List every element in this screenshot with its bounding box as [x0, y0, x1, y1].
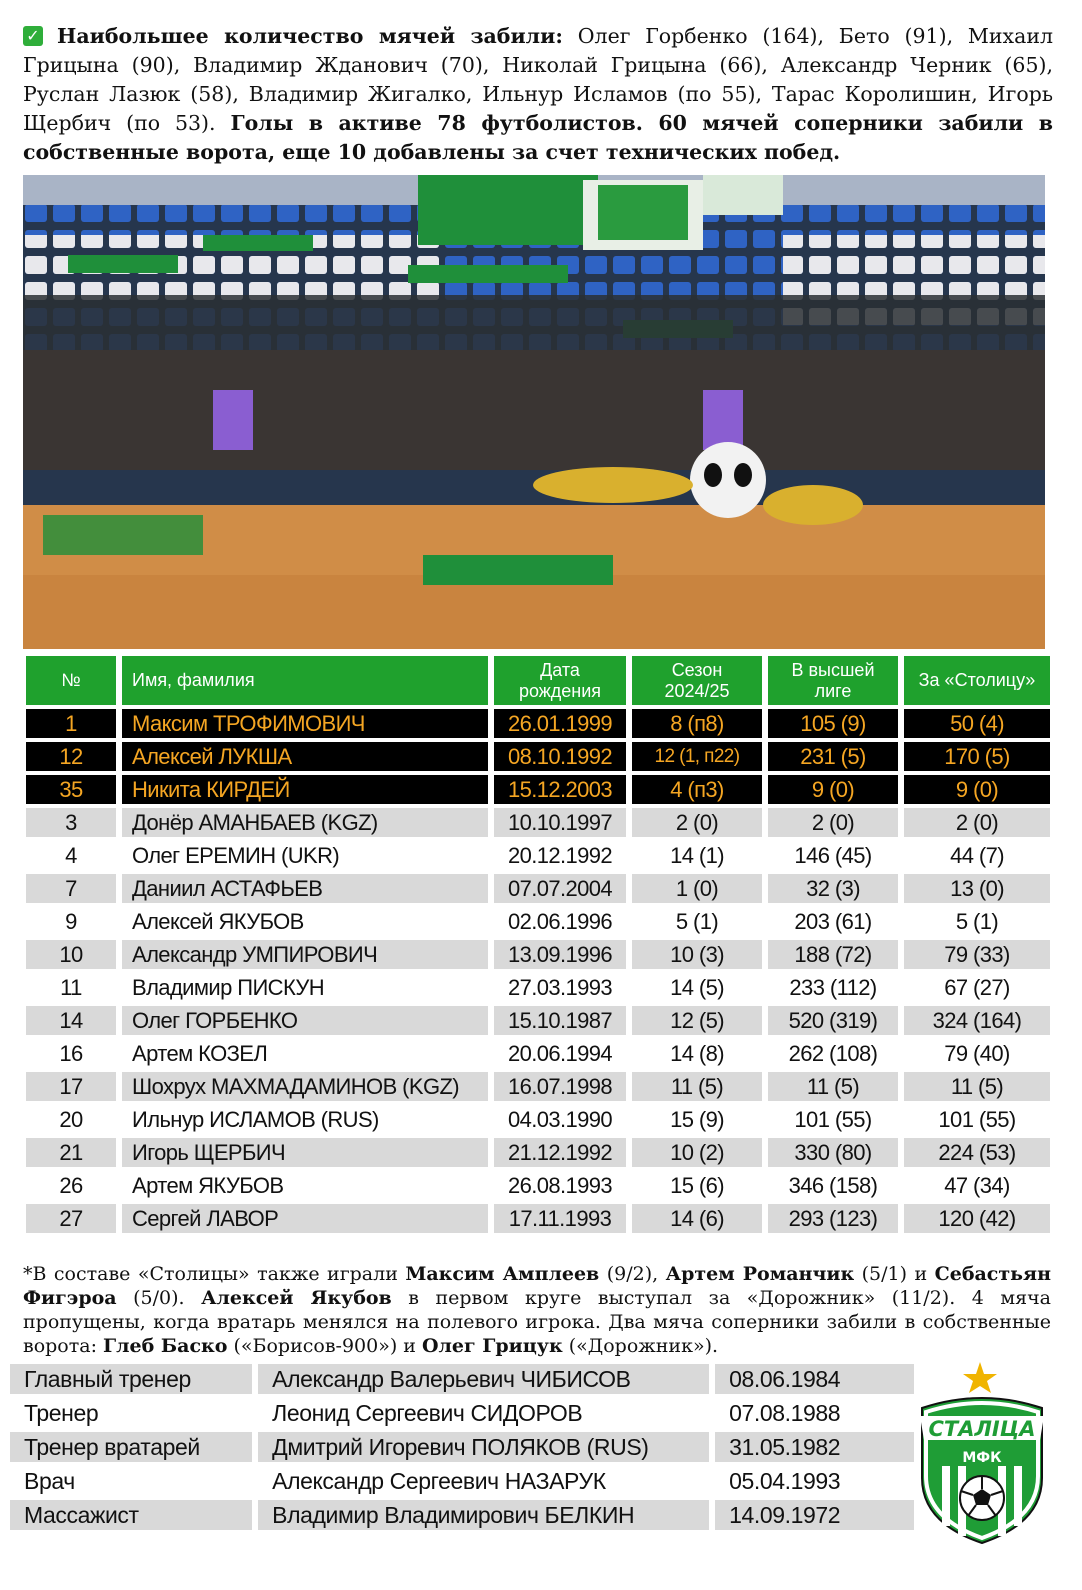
roster-row — [26, 742, 1050, 771]
player-club: 120 (42) — [904, 1204, 1050, 1233]
roster-row — [26, 907, 1050, 936]
player-dob: 26.01.1999 — [494, 709, 626, 738]
note-text-7: («Дорожник»). — [562, 1335, 719, 1357]
player-dob: 20.12.1992 — [494, 841, 626, 870]
staff-name: Александр Сергеевич НАЗАРУК — [258, 1466, 709, 1496]
player-name: Артем ЯКУБОВ — [122, 1171, 488, 1200]
staff-row — [10, 1500, 914, 1530]
roster-row — [26, 940, 1050, 969]
player-season: 12 (5) — [632, 1006, 762, 1035]
player-league: 233 (112) — [768, 973, 898, 1002]
player-season: 14 (5) — [632, 973, 762, 1002]
player-league: 9 (0) — [768, 775, 898, 804]
player-number: 35 — [26, 775, 116, 804]
team-photo-illustration — [23, 175, 1045, 649]
player-name: Максим ТРОФИМОВИЧ — [122, 709, 488, 738]
staff-name: Леонид Сергеевич СИДОРОВ — [258, 1398, 709, 1428]
header-club: За «Столицу» — [904, 656, 1050, 705]
player-name: Шохрух МАХМАДАМИНОВ (KGZ) — [122, 1072, 488, 1101]
player-dob: 04.03.1990 — [494, 1105, 626, 1134]
player-name: Игорь ЩЕРБИЧ — [122, 1138, 488, 1167]
roster-row — [26, 1006, 1050, 1035]
player-league: 11 (5) — [768, 1072, 898, 1101]
player-dob: 26.08.1993 — [494, 1171, 626, 1200]
note-text-5: в первом круге выступал за «Дорожник» (11/2). 4 мяча пропущены, когда вратарь менялся на полевого игрока. Два мяча соперники забили в собственные ворота: — [23, 1287, 1051, 1357]
player-club: 50 (4) — [904, 709, 1050, 738]
note-name-5: Глеб Баско — [103, 1335, 228, 1357]
player-club: 5 (1) — [904, 907, 1050, 936]
logo-text: СТАЛІЦА — [928, 1417, 1036, 1441]
staff-role: Массажист — [10, 1500, 252, 1530]
player-number: 16 — [26, 1039, 116, 1068]
player-dob: 02.06.1996 — [494, 907, 626, 936]
roster-table — [20, 652, 1056, 1237]
player-name: Алексей ЯКУБОВ — [122, 907, 488, 936]
player-season: 8 (п8) — [632, 709, 762, 738]
player-season: 10 (3) — [632, 940, 762, 969]
player-club: 67 (27) — [904, 973, 1050, 1002]
staff-role: Тренер вратарей — [10, 1432, 252, 1462]
club-crest-icon — [912, 1358, 1052, 1548]
roster-row — [26, 1204, 1050, 1233]
roster-row — [26, 1138, 1050, 1167]
header-number: № — [26, 656, 116, 705]
staff-name: Александр Валерьевич ЧИБИСОВ — [258, 1364, 709, 1394]
header-name: Имя, фамилия — [122, 656, 488, 705]
player-dob: 15.10.1987 — [494, 1006, 626, 1035]
note-text-4: (5/0). — [116, 1287, 202, 1309]
player-number: 11 — [26, 973, 116, 1002]
player-name: Артем КОЗЕЛ — [122, 1039, 488, 1068]
player-number: 20 — [26, 1105, 116, 1134]
roster-row — [26, 808, 1050, 837]
player-season: 14 (1) — [632, 841, 762, 870]
header-dob-text: Дата рождения — [518, 659, 602, 701]
staff-row — [10, 1432, 914, 1462]
player-season: 14 (6) — [632, 1204, 762, 1233]
player-season: 5 (1) — [632, 907, 762, 936]
player-name: Никита КИРДЕЙ — [122, 775, 488, 804]
player-number: 3 — [26, 808, 116, 837]
player-dob: 16.07.1998 — [494, 1072, 626, 1101]
note-name-6: Олег Грицук — [421, 1335, 563, 1357]
staff-row — [10, 1466, 914, 1496]
player-club: 324 (164) — [904, 1006, 1050, 1035]
intro-heading: Наибольшее количество мячей забили: — [57, 24, 563, 48]
intro-scorers: Олег Горбенко (164), Бето (91), Михаил Грицына (90), Владимир Жданович (70), Николай Грицына (66), Александр Черник (65), Руслан Лазюк (58), Владимир Жигалко, Ильнур Исламов (по 55), Тарас Королишин, Игорь Щербич (по 53). — [23, 24, 1054, 135]
player-dob: 10.10.1997 — [494, 808, 626, 837]
player-club: 170 (5) — [904, 742, 1050, 771]
player-club: 79 (40) — [904, 1039, 1050, 1068]
intro-paragraph — [23, 22, 1053, 167]
roster-row — [26, 973, 1050, 1002]
player-number: 21 — [26, 1138, 116, 1167]
player-dob: 08.10.1992 — [494, 742, 626, 771]
player-number: 27 — [26, 1204, 116, 1233]
player-name: Владимир ПИСКУН — [122, 973, 488, 1002]
player-season: 14 (8) — [632, 1039, 762, 1068]
player-league: 262 (108) — [768, 1039, 898, 1068]
player-league: 203 (61) — [768, 907, 898, 936]
note-name-4: Алексей Якубов — [201, 1287, 392, 1309]
note-text-3: (5/1) и — [854, 1263, 935, 1285]
staff-name: Владимир Владимирович БЕЛКИН — [258, 1500, 709, 1530]
player-season: 4 (п3) — [632, 775, 762, 804]
roster-row — [26, 1039, 1050, 1068]
roster-row — [26, 775, 1050, 804]
player-number: 10 — [26, 940, 116, 969]
player-dob: 07.07.2004 — [494, 874, 626, 903]
note-text-2: (9/2), — [599, 1263, 666, 1285]
staff-dob: 08.06.1984 — [715, 1364, 914, 1394]
player-league: 188 (72) — [768, 940, 898, 969]
player-number: 4 — [26, 841, 116, 870]
player-league: 346 (158) — [768, 1171, 898, 1200]
staff-row — [10, 1364, 914, 1394]
player-club: 224 (53) — [904, 1138, 1050, 1167]
player-number: 14 — [26, 1006, 116, 1035]
player-club: 2 (0) — [904, 808, 1050, 837]
roster-row — [26, 1171, 1050, 1200]
player-season: 15 (6) — [632, 1171, 762, 1200]
roster-row — [26, 841, 1050, 870]
header-league — [768, 656, 898, 705]
staff-dob: 07.08.1988 — [715, 1398, 914, 1428]
staff-dob: 31.05.1982 — [715, 1432, 914, 1462]
footnote — [23, 1262, 1051, 1358]
player-league: 146 (45) — [768, 841, 898, 870]
player-league: 231 (5) — [768, 742, 898, 771]
checkmark-icon: ✓ — [23, 26, 43, 46]
player-club: 13 (0) — [904, 874, 1050, 903]
player-name: Донёр АМАНБАЕВ (KGZ) — [122, 808, 488, 837]
note-name-1: Максим Амплеев — [405, 1263, 600, 1285]
player-club: 47 (34) — [904, 1171, 1050, 1200]
player-season: 15 (9) — [632, 1105, 762, 1134]
header-dob — [494, 656, 626, 705]
note-name-3: Себастьян Фигэроа — [23, 1263, 1051, 1309]
header-league-text: В высшей лиге — [791, 659, 875, 701]
player-league: 105 (9) — [768, 709, 898, 738]
roster-header-row — [26, 656, 1050, 705]
intro-summary: Голы в активе 78 футболистов. 60 мячей соперники забили в собственные ворота, еще 10 добавлены за счет технических побед. — [23, 111, 1053, 164]
note-text-6: («Борисов-900») и — [227, 1335, 422, 1357]
staff-name: Дмитрий Игоревич ПОЛЯКОВ (RUS) — [258, 1432, 709, 1462]
player-league: 330 (80) — [768, 1138, 898, 1167]
player-league: 32 (3) — [768, 874, 898, 903]
player-number: 26 — [26, 1171, 116, 1200]
player-number: 1 — [26, 709, 116, 738]
staff-dob: 14.09.1972 — [715, 1500, 914, 1530]
roster-row — [26, 709, 1050, 738]
player-name: Алексей ЛУКША — [122, 742, 488, 771]
player-number: 7 — [26, 874, 116, 903]
player-club: 79 (33) — [904, 940, 1050, 969]
logo-subtext: МФК — [962, 1450, 1002, 1466]
player-number: 12 — [26, 742, 116, 771]
player-number: 9 — [26, 907, 116, 936]
roster-body — [26, 709, 1050, 1233]
player-dob: 27.03.1993 — [494, 973, 626, 1002]
player-number: 17 — [26, 1072, 116, 1101]
team-photo — [23, 175, 1045, 649]
player-club: 101 (55) — [904, 1105, 1050, 1134]
player-season: 11 (5) — [632, 1072, 762, 1101]
player-name: Александр УМПИРОВИЧ — [122, 940, 488, 969]
player-league: 101 (55) — [768, 1105, 898, 1134]
staff-body — [10, 1364, 914, 1530]
player-league: 2 (0) — [768, 808, 898, 837]
player-season: 10 (2) — [632, 1138, 762, 1167]
player-dob: 13.09.1996 — [494, 940, 626, 969]
player-season: 2 (0) — [632, 808, 762, 837]
staff-role: Врач — [10, 1466, 252, 1496]
staff-dob: 05.04.1993 — [715, 1466, 914, 1496]
player-dob: 17.11.1993 — [494, 1204, 626, 1233]
roster-row — [26, 1105, 1050, 1134]
roster-row — [26, 1072, 1050, 1101]
club-logo — [912, 1358, 1052, 1548]
player-league: 293 (123) — [768, 1204, 898, 1233]
player-club: 44 (7) — [904, 841, 1050, 870]
player-name: Сергей ЛАВОР — [122, 1204, 488, 1233]
player-league: 520 (319) — [768, 1006, 898, 1035]
header-season — [632, 656, 762, 705]
staff-row — [10, 1398, 914, 1428]
player-season: 12 (1, п22) — [632, 742, 762, 771]
staff-role: Тренер — [10, 1398, 252, 1428]
note-text-1: *В составе «Столицы» также играли — [23, 1263, 406, 1285]
staff-table — [4, 1360, 920, 1534]
player-club: 9 (0) — [904, 775, 1050, 804]
header-season-text: Сезон 2024/25 — [664, 659, 730, 701]
player-club: 11 (5) — [904, 1072, 1050, 1101]
player-name: Олег ГОРБЕНКО — [122, 1006, 488, 1035]
staff-role: Главный тренер — [10, 1364, 252, 1394]
player-dob: 20.06.1994 — [494, 1039, 626, 1068]
player-dob: 21.12.1992 — [494, 1138, 626, 1167]
note-name-2: Артем Романчик — [665, 1263, 855, 1285]
player-name: Даниил АСТАФЬЕВ — [122, 874, 488, 903]
player-name: Олег ЕРЕМИН (UKR) — [122, 841, 488, 870]
player-dob: 15.12.2003 — [494, 775, 626, 804]
roster-row — [26, 874, 1050, 903]
player-name: Ильнур ИСЛАМОВ (RUS) — [122, 1105, 488, 1134]
player-season: 1 (0) — [632, 874, 762, 903]
